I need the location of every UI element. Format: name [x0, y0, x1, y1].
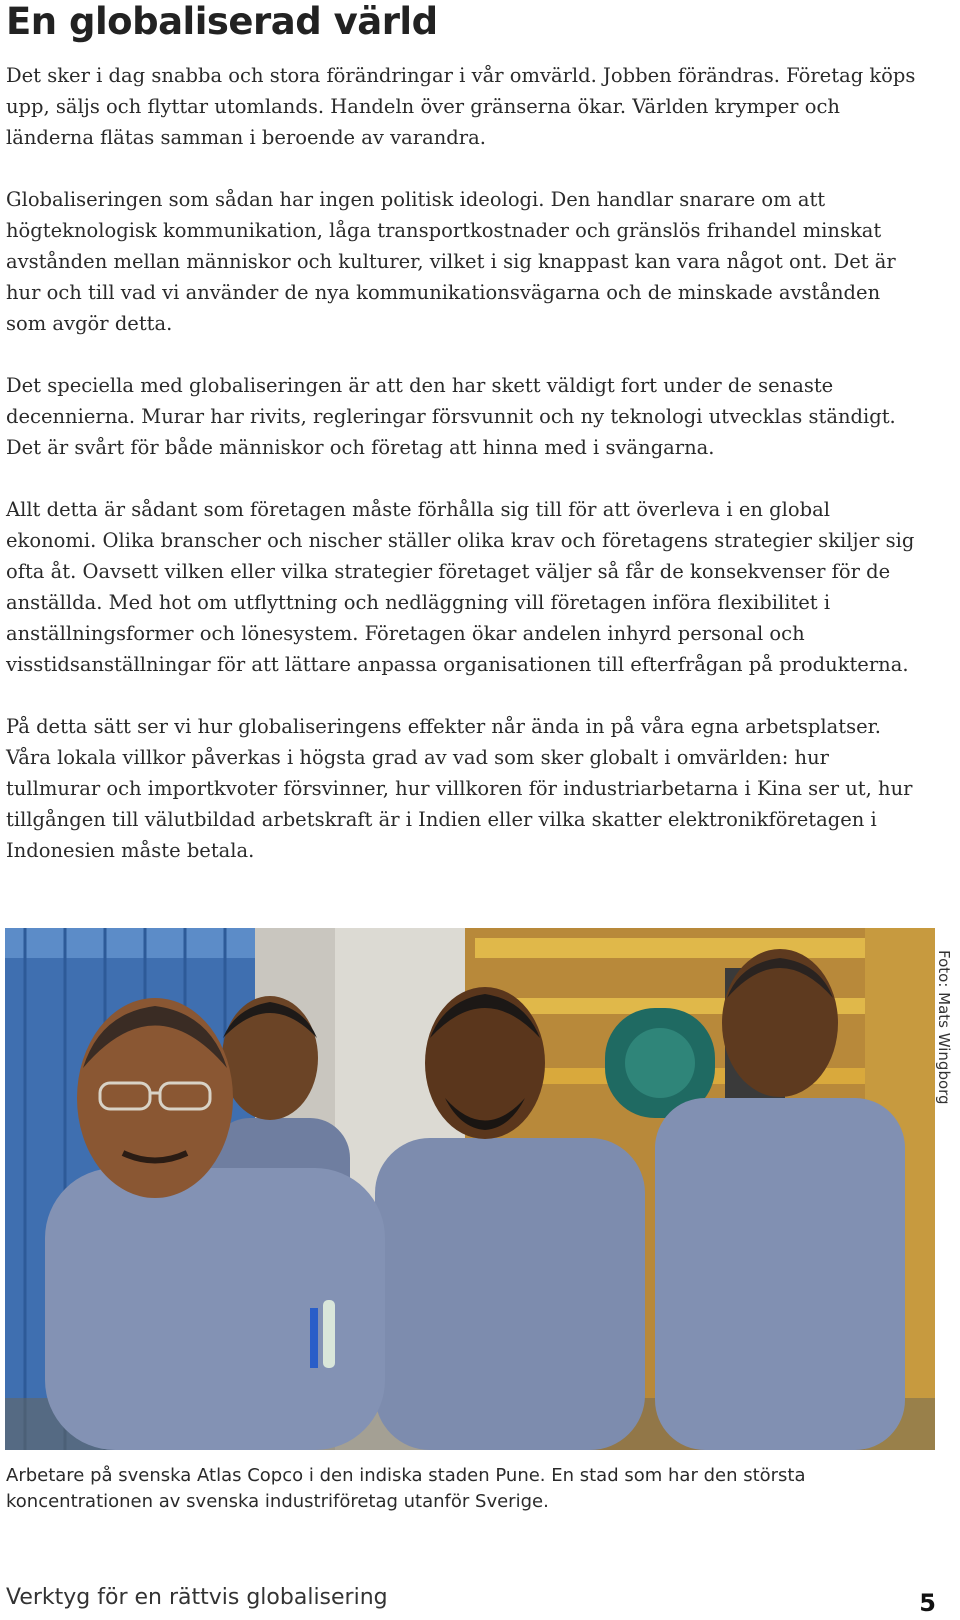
workers-photo: [5, 928, 935, 1450]
paragraph-2: Globaliseringen som sådan har ingen politisk ideologi. Den handlar snarare om att högteknologisk kommunikation, låga transportkostnader och gränslös frihandel minskat avstånden mellan människor och kulturer, vilket i sig knappast kan vara något ont. Det är hur och till vad vi använder de nya kommunikationsvägarna och de minskade avstånden som avgör detta.: [6, 188, 896, 335]
photo-credit-text: Foto: Mats Wingborg: [935, 950, 953, 1105]
page-title: En globaliserad värld: [6, 0, 438, 43]
paragraph-5: På detta sätt ser vi hur globaliseringens effekter når ända in på våra egna arbetsplatser. Våra lokala villkor påverkas i högsta grad av vad som sker globalt i omvärlden: hur tullmurar och importkvoter försvinner, hur villkoren för industriarbetarna i Kina ser ut, hur tillgången till välutbildad arbetskraft är i Indien eller vilka skatter elektronikföretagen i Indonesien måste betala.: [6, 715, 913, 862]
page-number: 5: [919, 1589, 936, 1617]
photo-credit: [935, 950, 955, 1110]
photo-caption: Arbetare på svenska Atlas Copco i den indiska staden Pune. En stad som har den största koncentrationen av svenska industriföretag utanför Sverige.: [6, 1465, 806, 1512]
footer-title: Verktyg för en rättvis globalisering: [6, 1585, 388, 1610]
paragraph-4: Allt detta är sådant som företagen måste förhålla sig till för att överleva i en global ekonomi. Olika branscher och nischer ställer olika krav och företagens strategier skiljer sig ofta åt. Oavsett vilken eller vilka strategier företaget väljer så får de konsekvenser för de anställda. Med hot om utflyttning och nedläggning vill företagen införa flexibilitet i anställningsformer och lönesystem. Företagen ökar andelen inhyrd personal och visstidsanställningar för att lättare anpassa organisationen till efterfrågan på produkterna.: [6, 498, 915, 676]
paragraph-1: Det sker i dag snabba och stora förändringar i vår omvärld. Jobben förändras. Företag köps upp, säljs och flyttar utomlands. Handeln över gränserna ökar. Världen krymper och länderna flätas samman i beroende av varandra.: [6, 64, 916, 149]
paragraph-3: Det speciella med globaliseringen är att den har skett väldigt fort under de senaste decennierna. Murar har rivits, regleringar försvunnit och ny teknologi utvecklas ständigt. Det är svårt för både människor och företag att hinna med i svängarna.: [6, 374, 896, 459]
article-body: [6, 60, 926, 897]
